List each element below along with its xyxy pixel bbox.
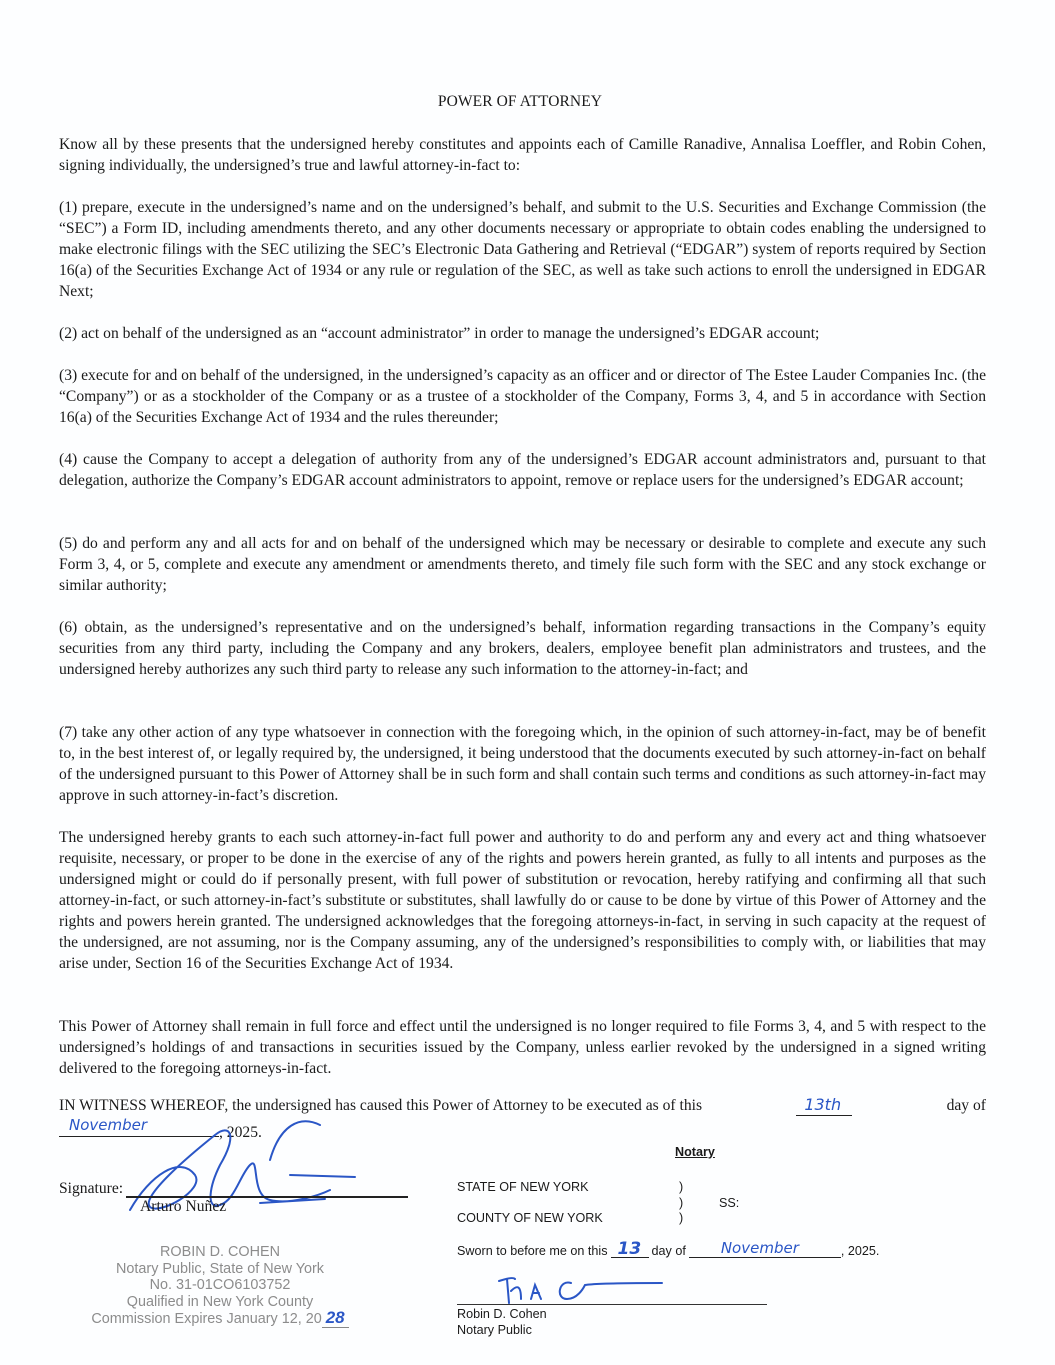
sworn-line: [457, 1241, 879, 1258]
power-item-3: [59, 365, 986, 428]
signature-line[interactable]: [126, 1178, 408, 1198]
intro-paragraph: [59, 134, 986, 176]
power-text: (7) take any other action of any type whatsoever in connection with the foregoing which, in the opinion of such attorney-in-fact, may be of benefit to, in the best interest of, or legally required by, the undersigned, it being understood that the documents executed by such attorney-in-fact on behalf of the undersigned pursuant to this Power of Attorney shall be in such form and shall contain such terms and conditions as such attorney-in-fact may approve in such attorney-in-fact’s discretion.: [59, 724, 986, 804]
power-item-4: [59, 449, 986, 491]
power-item-7: [59, 722, 986, 806]
power-item-5: [59, 533, 986, 596]
witness-day-suffix: day of: [946, 1097, 986, 1114]
sworn-prefix: Sworn to before me on this: [457, 1244, 608, 1258]
stamp-expiry-year-handwritten: 28: [322, 1308, 349, 1328]
document-title: POWER OF ATTORNEY: [437, 93, 603, 110]
signer-name: Arturo Nuñez: [140, 1198, 227, 1215]
venue-paren: ): [679, 1211, 684, 1225]
venue-ss: SS:: [719, 1196, 740, 1210]
stamp-expiry-text: Commission Expires January 12, 20: [91, 1311, 322, 1327]
stamp-line: ROBIN D. COHEN: [160, 1244, 280, 1260]
notary-signature-mark: [497, 1275, 667, 1307]
term-text: This Power of Attorney shall remain in full force and effect until the undersigned is no longer required to file Forms 3, 4, and 5 with respect to the undersigned’s holdings of and transactions in securities issued by the Company, unless earlier revoked by the undersigned in a signed writing delivered to the foregoing attorneys-in-fact.: [59, 1018, 986, 1077]
witness-day-field[interactable]: [796, 1095, 852, 1116]
power-text: (2) act on behalf of the undersigned as an “account administrator” in order to manage the undersigned’s EDGAR account;: [59, 325, 820, 342]
witness-month-handwritten: November: [69, 1116, 148, 1134]
venue-paren: ): [679, 1180, 684, 1194]
power-text: (3) execute for and on behalf of the undersigned, in the undersigned’s capacity as an officer and or director of The Estee Lauder Companies Inc. (the “Company”) or as a stockholder of the Company or as a trustee of a stockholder of the Company, Forms 3, 4, and 5 in accordance with Section 16(a) of the Securities Exchange Act of 1934 and the rules thereunder;: [59, 367, 986, 426]
sworn-year: , 2025.: [840, 1244, 880, 1258]
venue-county: [457, 1211, 684, 1225]
sworn-mid: day of: [651, 1244, 686, 1258]
stamp-line: No. 31-01CO6103752: [149, 1277, 291, 1293]
venue-paren: ): [679, 1196, 684, 1210]
sworn-month-field[interactable]: [689, 1241, 841, 1258]
signature-block: [59, 1178, 419, 1216]
venue-state: [457, 1180, 684, 1194]
sworn-day-field[interactable]: [611, 1241, 649, 1258]
witness-year: , 2025.: [219, 1124, 262, 1141]
notary-heading: Notary: [675, 1145, 715, 1159]
notary-stamp: [78, 1244, 362, 1328]
signature-label: Signature:: [59, 1180, 124, 1197]
power-text: (1) prepare, execute in the undersigned’s name and on the undersigned’s behalf, and submit to the U.S. Securities and Exchange Commission (the “SEC”) a Form ID, including amendments thereto, and any other documents necessary or appropriate to obtain codes enabling the undersigned to make electronic filings with the SEC utilizing the SEC’s Electronic Data Gathering and Retrieval (“EDGAR”) system of reports required by Section 16(a) of the Securities Exchange Act of 1934 or any rule or regulation of the SEC, as well as take such actions to enroll the undersigned in EDGAR Next;: [59, 199, 986, 300]
stamp-line: Qualified in New York County: [126, 1293, 314, 1310]
witness-day-handwritten: 13th: [804, 1095, 842, 1114]
notary-name: Robin D. Cohen: [457, 1307, 547, 1321]
power-text: (6) obtain, as the undersigned’s representative and on the undersigned’s behalf, information regarding transactions in the Company’s equity securities from any third party, including the Company and any brokers, dealers, employee benefit plan administrators and trustees, and the undersigned hereby authorizes any such third party to release any such information to the attorney-in-fact; and: [59, 619, 986, 678]
notary-title: Notary Public: [457, 1323, 532, 1337]
sworn-month-handwritten: November: [720, 1239, 799, 1257]
venue-state-text: STATE OF NEW YORK: [457, 1180, 589, 1194]
witness-prefix: IN WITNESS WHEREOF, the undersigned has caused this Power of Attorney to be executed as of this: [59, 1097, 703, 1114]
power-item-1: [59, 197, 986, 302]
stamp-expiry: [78, 1310, 362, 1328]
intro-text: Know all by these presents that the undersigned hereby constitutes and appoints each of Camille Ranadive, Annalisa Loeffler, and Robin Cohen, signing individually, the undersigned’s true and lawful attorney-in-fact to:: [59, 136, 986, 174]
power-item-2: [59, 323, 986, 344]
power-text: (5) do and perform any and all acts for and on behalf of the undersigned which may be necessary or desirable to complete and execute any such Form 3, 4, or 5, complete and execute any amendment or amendments thereto, and timely file such form with the SEC and any stock exchange or similar authority;: [59, 535, 986, 594]
term-paragraph: [59, 1016, 986, 1079]
sworn-day-handwritten: 13: [617, 1239, 642, 1259]
power-item-6: [59, 617, 986, 680]
grant-text: The undersigned hereby grants to each such attorney-in-fact full power and authority to do and perform any and every act and thing whatsoever requisite, necessary, or proper to be done in the exercise of any of the rights and powers herein granted, as fully to all intents and purposes as the undersigned might or could do if personally present, with full power of substitution or revocation, hereby ratifying and confirming all that such attorney-in-fact, or such attorney-in-fact’s substitute or substitutes, shall lawfully do or cause to be done by virtue of this Power of Attorney and the rights and powers herein granted. The undersigned acknowledges that the foregoing attorneys-in-fact, in serving in such capacity at the request of the undersigned, are not assuming, nor is the Company assuming, any of the undersigned’s responsibilities to comply with, or liabilities that may arise under, Section 16 of the Securities Exchange Act of 1934.: [59, 829, 986, 972]
stamp-line: Notary Public, State of New York: [116, 1260, 324, 1277]
power-text: (4) cause the Company to accept a delegation of authority from any of the undersigned’s EDGAR account administrators and, pursuant to that delegation, authorize the Company’s EDGAR account administrators to appoint, remove or replace users for the undersigned’s EDGAR account;: [59, 451, 986, 489]
venue-county-text: COUNTY OF NEW YORK: [457, 1211, 603, 1225]
grant-paragraph: [59, 827, 986, 974]
